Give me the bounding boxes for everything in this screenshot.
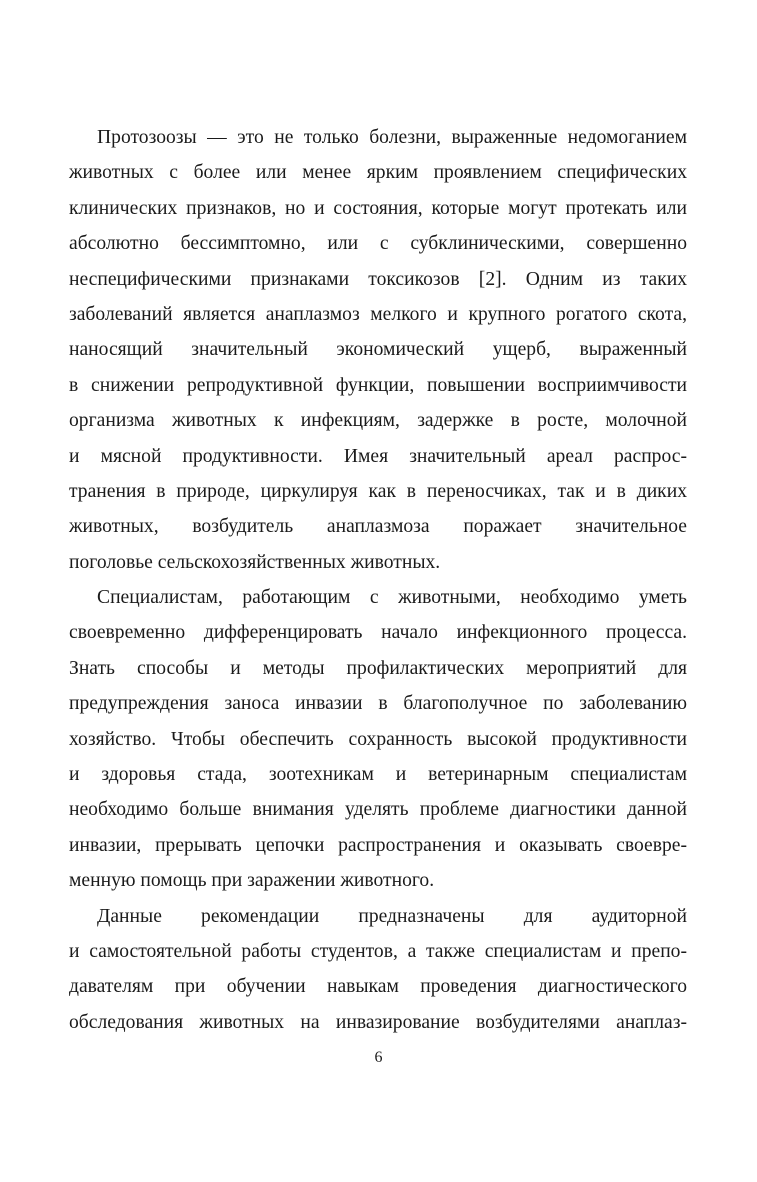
paragraph-3	[69, 899, 687, 1041]
text-line: необходимо больше внимания уделять проблеме диагностики данной	[69, 799, 687, 821]
text-line: Специалистам, работающим с животными, необходимо уметь	[97, 587, 687, 609]
paragraph-2	[69, 580, 687, 899]
text-line: абсолютно бессимптомно, или с субклиническими, совершенно	[69, 233, 687, 255]
text-line: обследования животных на инвазирование возбудителями анаплаз-	[69, 1011, 687, 1033]
text-line: и мясной продуктивности. Имея значительный ареал распрос-	[69, 445, 687, 467]
text-line: хозяйство. Чтобы обеспечить сохранность высокой продуктивности	[69, 728, 687, 750]
text-line: животных, возбудитель анаплазмоза поражает значительное	[69, 516, 687, 538]
text-line: давателям при обучении навыкам проведения диагностического	[69, 976, 687, 998]
text-line: предупреждения заноса инвазии в благополучное по заболеванию	[69, 693, 687, 715]
text-line: транения в природе, циркулируя как в переносчиках, так и в диких	[69, 480, 687, 502]
text-line: и самостоятельной работы студентов, а также специалистам и препо-	[69, 940, 687, 962]
text-line: Знать способы и методы профилактических мероприятий для	[69, 657, 687, 679]
text-line: менную помощь при заражении животного.	[69, 870, 435, 892]
text-line: животных с более или менее ярким проявлением специфических	[69, 162, 687, 184]
text-line: Протозоозы — это не только болезни, выраженные недомоганием	[97, 127, 687, 148]
text-line: и здоровья стада, зоотехникам и ветеринарным специалистам	[69, 764, 687, 786]
text-line: поголовье сельскохозяйственных животных.	[69, 551, 441, 573]
text-line: организма животных к инфекциям, задержке в росте, молочной	[69, 410, 687, 432]
text-line: в снижении репродуктивной функции, повышении восприимчивости	[69, 374, 687, 396]
text-line: неспецифическими признаками токсикозов [2]. Одним из таких	[69, 268, 687, 290]
paragraph-1	[69, 120, 687, 580]
text-line: Данные рекомендации предназначены для аудиторной	[97, 905, 687, 927]
text-line: наносящий значительный экономический ущерб, выраженный	[69, 339, 687, 361]
text-line: своевременно дифференцировать начало инфекционного процесса.	[69, 622, 687, 644]
page-number: 6	[374, 1049, 383, 1066]
text-line: заболеваний является анаплазмоз мелкого и крупного рогатого скота,	[69, 303, 687, 325]
text-line: клинических признаков, но и состояния, которые могут протекать или	[69, 197, 687, 219]
page-text	[69, 120, 687, 1040]
text-line: инвазии, прерывать цепочки распространения и оказывать своевре-	[69, 834, 687, 856]
